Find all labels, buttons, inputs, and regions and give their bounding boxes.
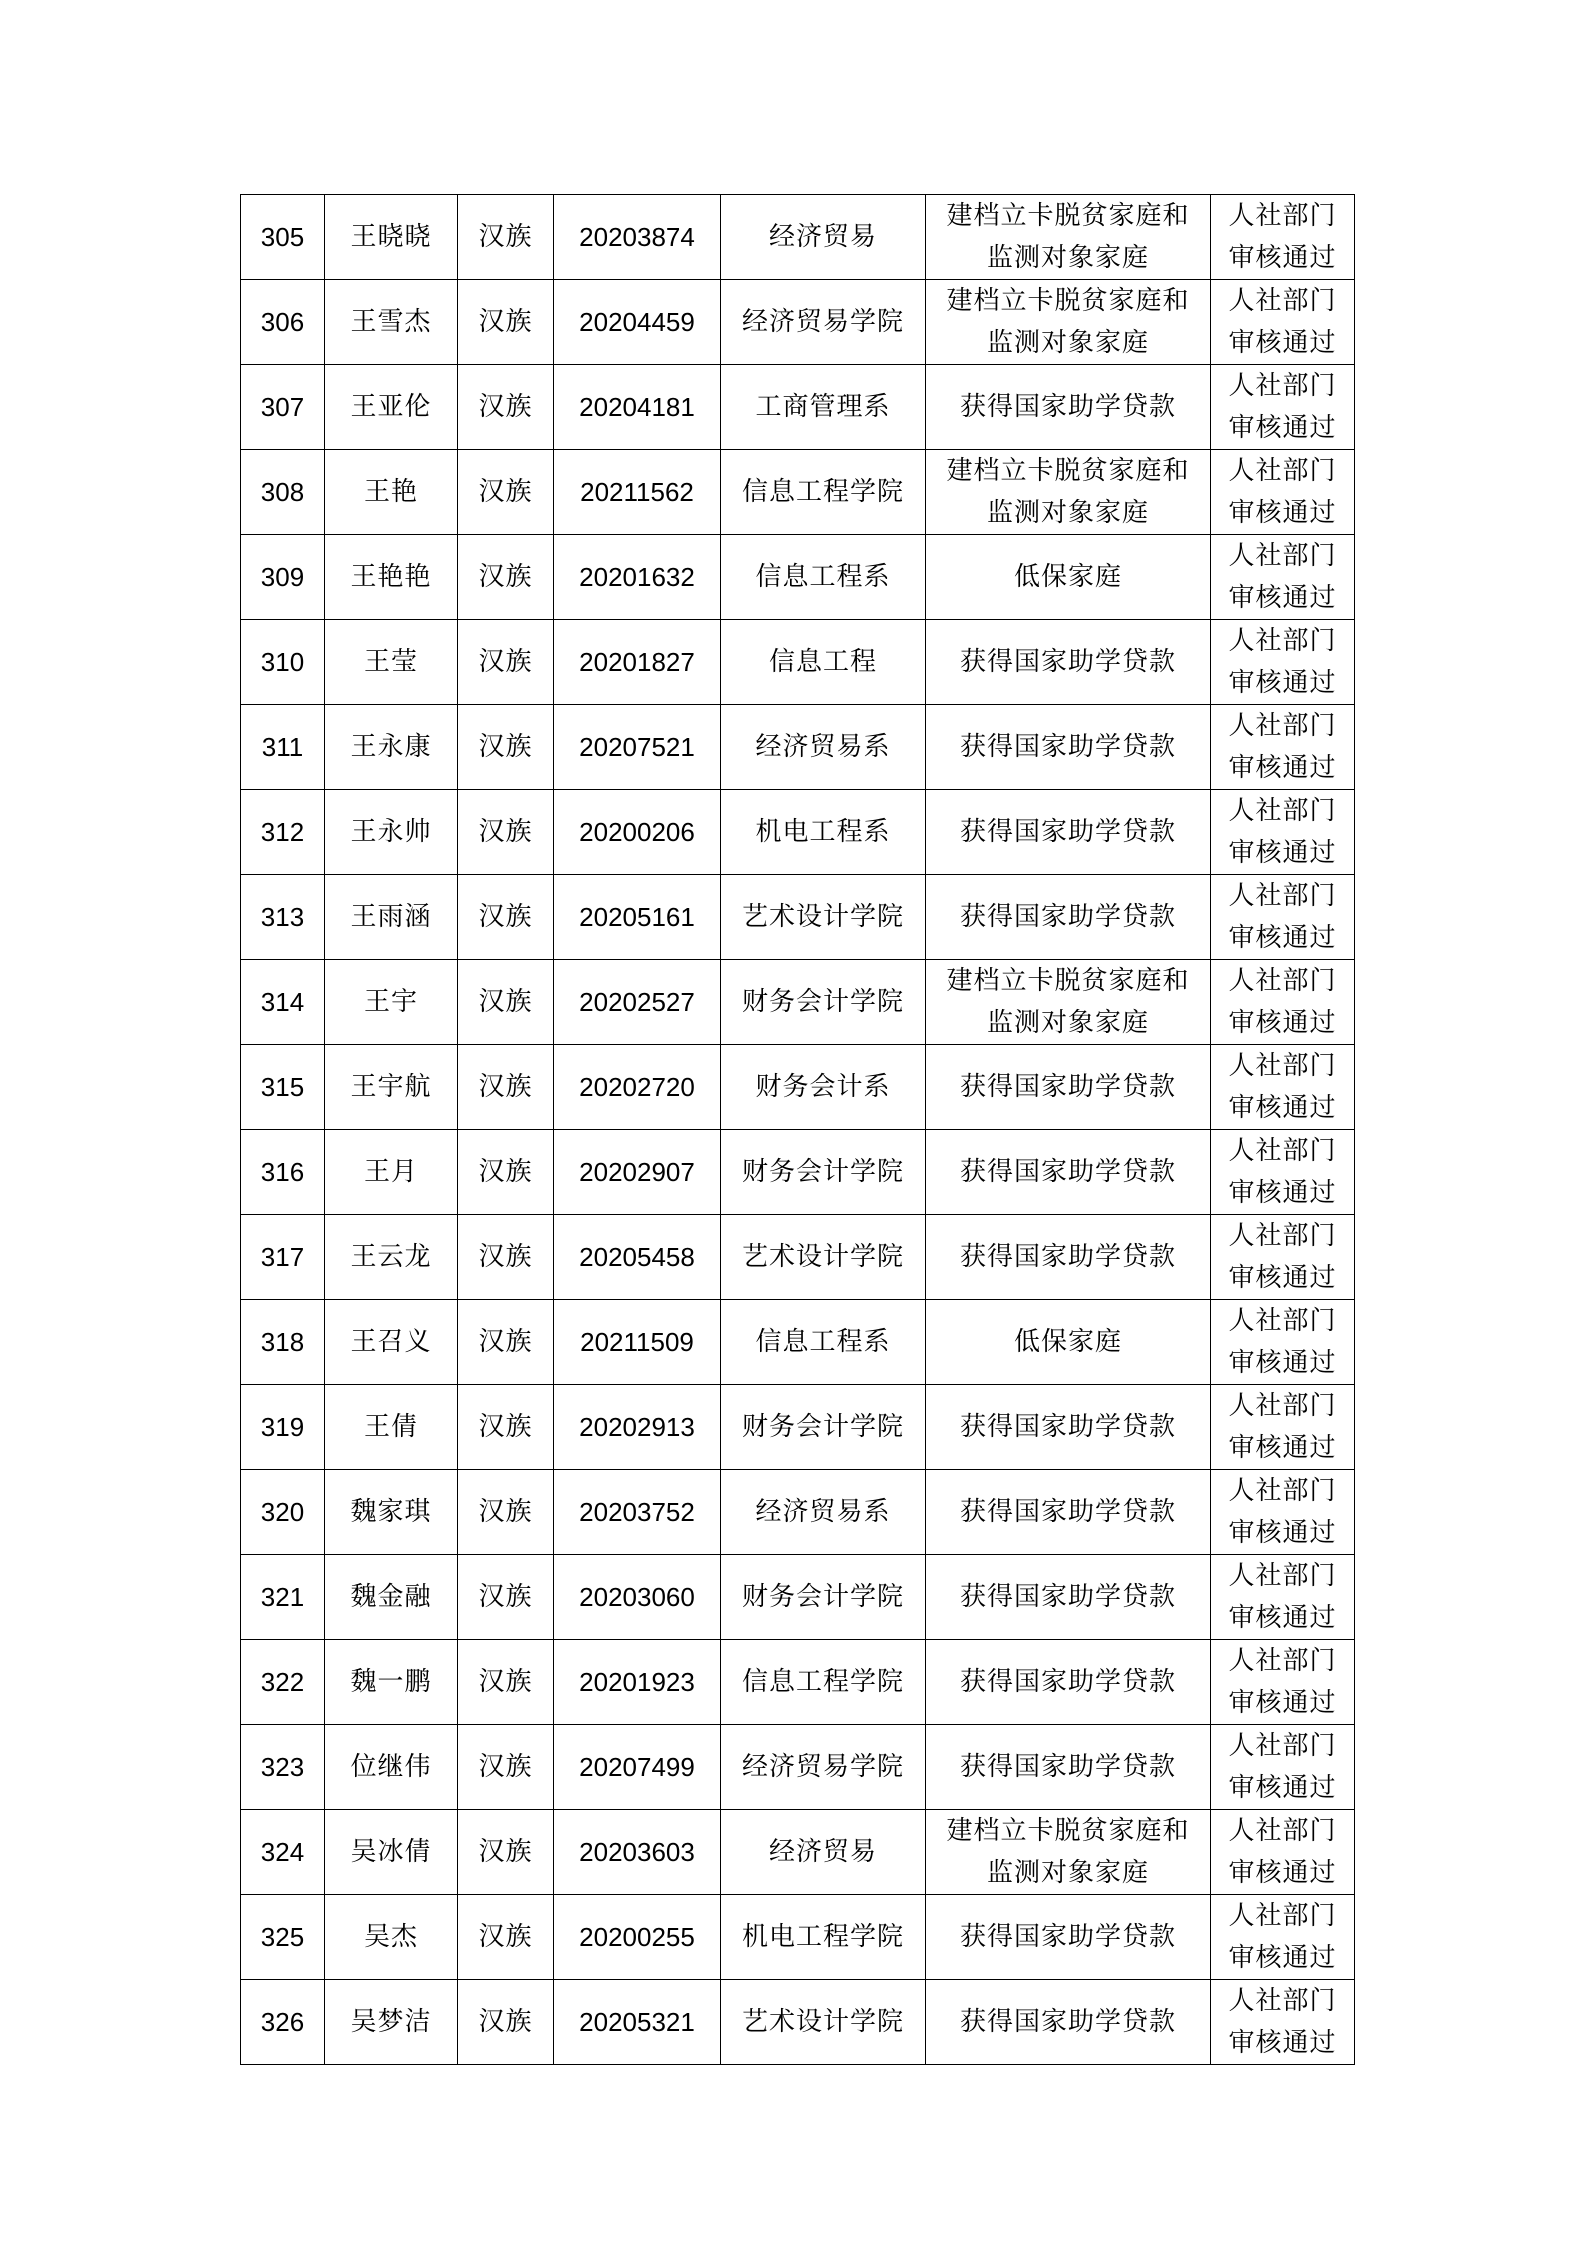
ethnicity-cell: 汉族 bbox=[458, 1385, 554, 1470]
review-status-line: 审核通过 bbox=[1228, 1603, 1337, 1633]
department-cell: 经济贸易学院 bbox=[721, 280, 926, 365]
aid-category-cell bbox=[926, 790, 1211, 875]
table-row bbox=[241, 280, 1355, 365]
aid-category-cell bbox=[926, 1640, 1211, 1725]
student-id-cell: 20207499 bbox=[554, 1725, 721, 1810]
review-status-line: 审核通过 bbox=[1228, 2028, 1337, 2058]
review-status-line: 审核通过 bbox=[1228, 1093, 1337, 1123]
aid-category-cell bbox=[926, 960, 1211, 1045]
row-number-cell: 318 bbox=[241, 1300, 325, 1385]
student-roster-table bbox=[240, 194, 1355, 2065]
ethnicity-cell: 汉族 bbox=[458, 705, 554, 790]
aid-category-cell bbox=[926, 1980, 1211, 2065]
review-status-line: 人社部门 bbox=[1228, 1306, 1337, 1336]
review-status-line: 人社部门 bbox=[1228, 796, 1337, 826]
student-name-cell: 王雨涵 bbox=[325, 875, 458, 960]
department-cell: 信息工程学院 bbox=[721, 450, 926, 535]
student-name-cell: 王永帅 bbox=[325, 790, 458, 875]
student-id-cell: 20204459 bbox=[554, 280, 721, 365]
department-cell: 艺术设计学院 bbox=[721, 875, 926, 960]
review-status-line: 审核通过 bbox=[1228, 1518, 1337, 1548]
review-status-line: 人社部门 bbox=[1228, 1561, 1337, 1591]
aid-category-line: 低保家庭 bbox=[1013, 1327, 1122, 1357]
row-number-cell: 309 bbox=[241, 535, 325, 620]
ethnicity-cell: 汉族 bbox=[458, 1980, 554, 2065]
student-id-cell: 20200255 bbox=[554, 1895, 721, 1980]
aid-category-line: 获得国家助学贷款 bbox=[959, 1922, 1176, 1952]
department-cell: 财务会计学院 bbox=[721, 1555, 926, 1640]
review-status-cell bbox=[1211, 1215, 1355, 1300]
review-status-line: 审核通过 bbox=[1228, 1943, 1337, 1973]
review-status-line: 审核通过 bbox=[1228, 243, 1337, 273]
ethnicity-cell: 汉族 bbox=[458, 1300, 554, 1385]
aid-category-cell bbox=[926, 450, 1211, 535]
review-status-line: 人社部门 bbox=[1228, 541, 1337, 571]
table-row bbox=[241, 1810, 1355, 1895]
table-row bbox=[241, 1045, 1355, 1130]
student-id-cell: 20203603 bbox=[554, 1810, 721, 1895]
review-status-line: 人社部门 bbox=[1228, 286, 1337, 316]
review-status-line: 审核通过 bbox=[1228, 1008, 1337, 1038]
student-id-cell: 20202720 bbox=[554, 1045, 721, 1130]
table-row bbox=[241, 450, 1355, 535]
student-id-cell: 20201827 bbox=[554, 620, 721, 705]
review-status-cell bbox=[1211, 790, 1355, 875]
student-name-cell: 王晓晓 bbox=[325, 195, 458, 280]
aid-category-cell bbox=[926, 1810, 1211, 1895]
aid-category-line: 监测对象家庭 bbox=[986, 498, 1149, 528]
row-number-cell: 315 bbox=[241, 1045, 325, 1130]
ethnicity-cell: 汉族 bbox=[458, 535, 554, 620]
review-status-line: 人社部门 bbox=[1228, 1391, 1337, 1421]
student-id-cell: 20201923 bbox=[554, 1640, 721, 1725]
student-id-cell: 20202907 bbox=[554, 1130, 721, 1215]
student-id-cell: 20204181 bbox=[554, 365, 721, 450]
student-name-cell: 魏一鹏 bbox=[325, 1640, 458, 1725]
table-row bbox=[241, 1725, 1355, 1810]
review-status-line: 人社部门 bbox=[1228, 1221, 1337, 1251]
review-status-line: 审核通过 bbox=[1228, 838, 1337, 868]
aid-category-cell bbox=[926, 1300, 1211, 1385]
student-id-cell: 20203874 bbox=[554, 195, 721, 280]
roster-body bbox=[241, 195, 1355, 2065]
row-number-cell: 311 bbox=[241, 705, 325, 790]
table-row bbox=[241, 960, 1355, 1045]
table-row bbox=[241, 1980, 1355, 2065]
review-status-line: 人社部门 bbox=[1228, 1646, 1337, 1676]
review-status-cell bbox=[1211, 195, 1355, 280]
student-id-cell: 20201632 bbox=[554, 535, 721, 620]
ethnicity-cell: 汉族 bbox=[458, 1895, 554, 1980]
aid-category-cell bbox=[926, 1895, 1211, 1980]
ethnicity-cell: 汉族 bbox=[458, 195, 554, 280]
review-status-cell bbox=[1211, 875, 1355, 960]
aid-category-line: 获得国家助学贷款 bbox=[959, 1242, 1176, 1272]
aid-category-line: 建档立卡脱贫家庭和 bbox=[946, 201, 1190, 231]
review-status-line: 审核通过 bbox=[1228, 1178, 1337, 1208]
department-cell: 工商管理系 bbox=[721, 365, 926, 450]
review-status-line: 人社部门 bbox=[1228, 966, 1337, 996]
aid-category-line: 获得国家助学贷款 bbox=[959, 1667, 1176, 1697]
row-number-cell: 323 bbox=[241, 1725, 325, 1810]
department-cell: 信息工程学院 bbox=[721, 1640, 926, 1725]
aid-category-line: 监测对象家庭 bbox=[986, 1858, 1149, 1888]
aid-category-cell bbox=[926, 1385, 1211, 1470]
student-id-cell: 20203752 bbox=[554, 1470, 721, 1555]
department-cell: 信息工程系 bbox=[721, 535, 926, 620]
department-cell: 财务会计学院 bbox=[721, 1130, 926, 1215]
department-cell: 机电工程学院 bbox=[721, 1895, 926, 1980]
review-status-line: 人社部门 bbox=[1228, 881, 1337, 911]
review-status-line: 人社部门 bbox=[1228, 1901, 1337, 1931]
student-name-cell: 吴梦洁 bbox=[325, 1980, 458, 2065]
review-status-line: 人社部门 bbox=[1228, 201, 1337, 231]
department-cell: 财务会计学院 bbox=[721, 960, 926, 1045]
student-name-cell: 王艳艳 bbox=[325, 535, 458, 620]
table-row bbox=[241, 1215, 1355, 1300]
review-status-line: 人社部门 bbox=[1228, 1731, 1337, 1761]
student-name-cell: 王艳 bbox=[325, 450, 458, 535]
aid-category-line: 获得国家助学贷款 bbox=[959, 1752, 1176, 1782]
review-status-cell bbox=[1211, 1300, 1355, 1385]
ethnicity-cell: 汉族 bbox=[458, 1725, 554, 1810]
ethnicity-cell: 汉族 bbox=[458, 960, 554, 1045]
aid-category-cell bbox=[926, 1725, 1211, 1810]
review-status-cell bbox=[1211, 1470, 1355, 1555]
review-status-line: 人社部门 bbox=[1228, 711, 1337, 741]
ethnicity-cell: 汉族 bbox=[458, 1555, 554, 1640]
review-status-line: 审核通过 bbox=[1228, 1688, 1337, 1718]
aid-category-cell bbox=[926, 1045, 1211, 1130]
student-name-cell: 吴冰倩 bbox=[325, 1810, 458, 1895]
department-cell: 经济贸易学院 bbox=[721, 1725, 926, 1810]
row-number-cell: 312 bbox=[241, 790, 325, 875]
aid-category-line: 建档立卡脱贫家庭和 bbox=[946, 286, 1190, 316]
aid-category-line: 获得国家助学贷款 bbox=[959, 732, 1176, 762]
aid-category-cell bbox=[926, 280, 1211, 365]
department-cell: 财务会计系 bbox=[721, 1045, 926, 1130]
table-row bbox=[241, 1555, 1355, 1640]
department-cell: 经济贸易 bbox=[721, 1810, 926, 1895]
review-status-line: 人社部门 bbox=[1228, 456, 1337, 486]
student-name-cell: 王亚伦 bbox=[325, 365, 458, 450]
table-row bbox=[241, 705, 1355, 790]
aid-category-line: 获得国家助学贷款 bbox=[959, 902, 1176, 932]
department-cell: 经济贸易系 bbox=[721, 1470, 926, 1555]
table-row bbox=[241, 1895, 1355, 1980]
department-cell: 经济贸易系 bbox=[721, 705, 926, 790]
aid-category-cell bbox=[926, 620, 1211, 705]
aid-category-line: 获得国家助学贷款 bbox=[959, 392, 1176, 422]
row-number-cell: 319 bbox=[241, 1385, 325, 1470]
table-row bbox=[241, 875, 1355, 960]
review-status-cell bbox=[1211, 450, 1355, 535]
row-number-cell: 305 bbox=[241, 195, 325, 280]
aid-category-line: 获得国家助学贷款 bbox=[959, 1157, 1176, 1187]
student-name-cell: 魏金融 bbox=[325, 1555, 458, 1640]
department-cell: 艺术设计学院 bbox=[721, 1215, 926, 1300]
review-status-line: 人社部门 bbox=[1228, 371, 1337, 401]
aid-category-cell bbox=[926, 1130, 1211, 1215]
student-name-cell: 位继伟 bbox=[325, 1725, 458, 1810]
row-number-cell: 324 bbox=[241, 1810, 325, 1895]
aid-category-cell bbox=[926, 875, 1211, 960]
aid-category-line: 获得国家助学贷款 bbox=[959, 1072, 1176, 1102]
review-status-line: 审核通过 bbox=[1228, 668, 1337, 698]
student-name-cell: 王召义 bbox=[325, 1300, 458, 1385]
student-name-cell: 吴杰 bbox=[325, 1895, 458, 1980]
aid-category-line: 获得国家助学贷款 bbox=[959, 1497, 1176, 1527]
department-cell: 财务会计学院 bbox=[721, 1385, 926, 1470]
ethnicity-cell: 汉族 bbox=[458, 1045, 554, 1130]
ethnicity-cell: 汉族 bbox=[458, 365, 554, 450]
review-status-cell bbox=[1211, 1640, 1355, 1725]
aid-category-line: 监测对象家庭 bbox=[986, 328, 1149, 358]
table-row bbox=[241, 1640, 1355, 1725]
row-number-cell: 322 bbox=[241, 1640, 325, 1725]
aid-category-line: 获得国家助学贷款 bbox=[959, 817, 1176, 847]
aid-category-cell bbox=[926, 1470, 1211, 1555]
row-number-cell: 314 bbox=[241, 960, 325, 1045]
review-status-line: 人社部门 bbox=[1228, 1136, 1337, 1166]
aid-category-cell bbox=[926, 1555, 1211, 1640]
review-status-cell bbox=[1211, 1895, 1355, 1980]
student-id-cell: 20205161 bbox=[554, 875, 721, 960]
row-number-cell: 326 bbox=[241, 1980, 325, 2065]
review-status-line: 审核通过 bbox=[1228, 413, 1337, 443]
student-name-cell: 魏家琪 bbox=[325, 1470, 458, 1555]
review-status-cell bbox=[1211, 280, 1355, 365]
student-id-cell: 20205458 bbox=[554, 1215, 721, 1300]
aid-category-line: 低保家庭 bbox=[1013, 562, 1122, 592]
row-number-cell: 313 bbox=[241, 875, 325, 960]
review-status-line: 人社部门 bbox=[1228, 1476, 1337, 1506]
review-status-cell bbox=[1211, 1725, 1355, 1810]
review-status-cell bbox=[1211, 705, 1355, 790]
aid-category-line: 监测对象家庭 bbox=[986, 243, 1149, 273]
row-number-cell: 307 bbox=[241, 365, 325, 450]
aid-category-line: 获得国家助学贷款 bbox=[959, 647, 1176, 677]
aid-category-line: 建档立卡脱贫家庭和 bbox=[946, 456, 1190, 486]
row-number-cell: 321 bbox=[241, 1555, 325, 1640]
review-status-line: 审核通过 bbox=[1228, 1263, 1337, 1293]
student-name-cell: 王永康 bbox=[325, 705, 458, 790]
student-name-cell: 王云龙 bbox=[325, 1215, 458, 1300]
student-id-cell: 20211509 bbox=[554, 1300, 721, 1385]
department-cell: 信息工程系 bbox=[721, 1300, 926, 1385]
student-id-cell: 20211562 bbox=[554, 450, 721, 535]
table-row bbox=[241, 1470, 1355, 1555]
review-status-line: 人社部门 bbox=[1228, 626, 1337, 656]
ethnicity-cell: 汉族 bbox=[458, 790, 554, 875]
student-id-cell: 20202527 bbox=[554, 960, 721, 1045]
review-status-line: 人社部门 bbox=[1228, 1816, 1337, 1846]
aid-category-cell bbox=[926, 365, 1211, 450]
review-status-cell bbox=[1211, 1810, 1355, 1895]
table-row bbox=[241, 535, 1355, 620]
table-row bbox=[241, 1130, 1355, 1215]
ethnicity-cell: 汉族 bbox=[458, 450, 554, 535]
ethnicity-cell: 汉族 bbox=[458, 1640, 554, 1725]
student-name-cell: 王倩 bbox=[325, 1385, 458, 1470]
department-cell: 机电工程系 bbox=[721, 790, 926, 875]
student-name-cell: 王宇 bbox=[325, 960, 458, 1045]
review-status-line: 审核通过 bbox=[1228, 1773, 1337, 1803]
review-status-line: 审核通过 bbox=[1228, 1433, 1337, 1463]
student-name-cell: 王宇航 bbox=[325, 1045, 458, 1130]
review-status-cell bbox=[1211, 365, 1355, 450]
review-status-cell bbox=[1211, 1555, 1355, 1640]
row-number-cell: 320 bbox=[241, 1470, 325, 1555]
student-id-cell: 20200206 bbox=[554, 790, 721, 875]
row-number-cell: 325 bbox=[241, 1895, 325, 1980]
department-cell: 艺术设计学院 bbox=[721, 1980, 926, 2065]
student-id-cell: 20207521 bbox=[554, 705, 721, 790]
row-number-cell: 310 bbox=[241, 620, 325, 705]
review-status-line: 审核通过 bbox=[1228, 328, 1337, 358]
review-status-line: 审核通过 bbox=[1228, 498, 1337, 528]
ethnicity-cell: 汉族 bbox=[458, 1130, 554, 1215]
review-status-line: 审核通过 bbox=[1228, 923, 1337, 953]
aid-category-line: 获得国家助学贷款 bbox=[959, 2007, 1176, 2037]
student-name-cell: 王雪杰 bbox=[325, 280, 458, 365]
aid-category-cell bbox=[926, 195, 1211, 280]
ethnicity-cell: 汉族 bbox=[458, 875, 554, 960]
ethnicity-cell: 汉族 bbox=[458, 1470, 554, 1555]
aid-category-line: 建档立卡脱贫家庭和 bbox=[946, 966, 1190, 996]
review-status-line: 审核通过 bbox=[1228, 1348, 1337, 1378]
ethnicity-cell: 汉族 bbox=[458, 1810, 554, 1895]
review-status-cell bbox=[1211, 1980, 1355, 2065]
aid-category-line: 获得国家助学贷款 bbox=[959, 1582, 1176, 1612]
table-row bbox=[241, 1385, 1355, 1470]
review-status-cell bbox=[1211, 535, 1355, 620]
ethnicity-cell: 汉族 bbox=[458, 1215, 554, 1300]
aid-category-cell bbox=[926, 705, 1211, 790]
table-row bbox=[241, 365, 1355, 450]
ethnicity-cell: 汉族 bbox=[458, 280, 554, 365]
row-number-cell: 317 bbox=[241, 1215, 325, 1300]
aid-category-line: 监测对象家庭 bbox=[986, 1008, 1149, 1038]
review-status-cell bbox=[1211, 960, 1355, 1045]
review-status-cell bbox=[1211, 1130, 1355, 1215]
aid-category-line: 建档立卡脱贫家庭和 bbox=[946, 1816, 1190, 1846]
student-name-cell: 王莹 bbox=[325, 620, 458, 705]
aid-category-line: 获得国家助学贷款 bbox=[959, 1412, 1176, 1442]
student-id-cell: 20205321 bbox=[554, 1980, 721, 2065]
row-number-cell: 306 bbox=[241, 280, 325, 365]
table-row bbox=[241, 1300, 1355, 1385]
department-cell: 信息工程 bbox=[721, 620, 926, 705]
review-status-line: 人社部门 bbox=[1228, 1986, 1337, 2016]
review-status-line: 审核通过 bbox=[1228, 1858, 1337, 1888]
department-cell: 经济贸易 bbox=[721, 195, 926, 280]
aid-category-cell bbox=[926, 1215, 1211, 1300]
review-status-cell bbox=[1211, 1045, 1355, 1130]
review-status-line: 审核通过 bbox=[1228, 583, 1337, 613]
student-id-cell: 20203060 bbox=[554, 1555, 721, 1640]
table-row bbox=[241, 790, 1355, 875]
review-status-cell bbox=[1211, 620, 1355, 705]
review-status-line: 审核通过 bbox=[1228, 753, 1337, 783]
review-status-line: 人社部门 bbox=[1228, 1051, 1337, 1081]
row-number-cell: 316 bbox=[241, 1130, 325, 1215]
row-number-cell: 308 bbox=[241, 450, 325, 535]
table-row bbox=[241, 195, 1355, 280]
aid-category-cell bbox=[926, 535, 1211, 620]
student-name-cell: 王月 bbox=[325, 1130, 458, 1215]
review-status-cell bbox=[1211, 1385, 1355, 1470]
table-row bbox=[241, 620, 1355, 705]
ethnicity-cell: 汉族 bbox=[458, 620, 554, 705]
student-id-cell: 20202913 bbox=[554, 1385, 721, 1470]
